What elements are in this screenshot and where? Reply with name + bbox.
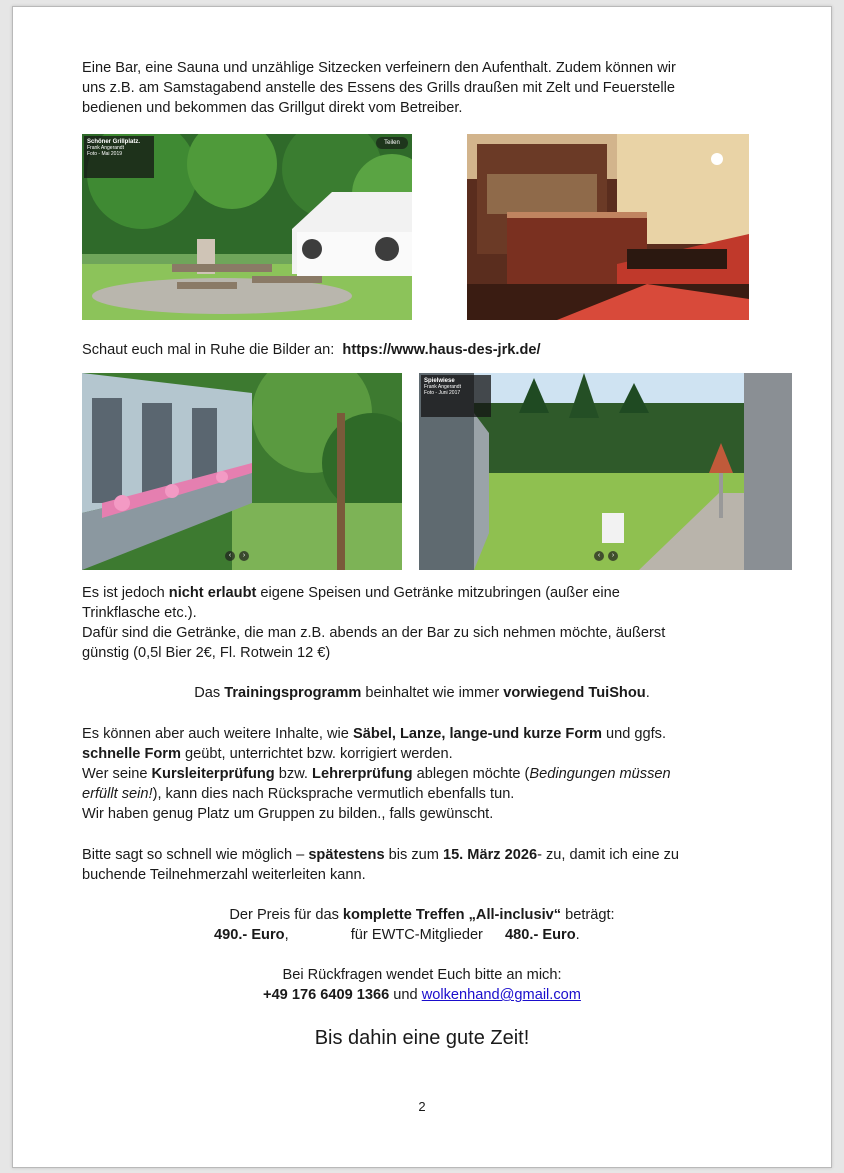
chevron-left-icon[interactable]: ‹	[594, 551, 604, 561]
paragraph-deadline: Bitte sagt so schnell wie möglich – spätestens bis zum 15. März 2026- zu, damit ich eine zu buchende Teilnehmerzahl weiterleiten kann.	[82, 847, 680, 883]
email-link[interactable]: wolkenhand@gmail.com	[421, 987, 581, 1003]
chevron-right-icon[interactable]: ›	[608, 551, 618, 561]
chevron-right-icon[interactable]: ›	[239, 551, 249, 561]
paragraph-training: Das Trainingsprogramm beinhaltet wie immer vorwiegend TuiShou.	[194, 685, 650, 701]
photo-building-balcony	[82, 373, 402, 570]
page-number: 2	[418, 1099, 426, 1114]
photo-info-badge: Schöner Grillplatz. Frank Angerandt Foto - Mai 2019	[84, 136, 154, 178]
price-line: Der Preis für das komplette Treffen „All-inclusiv“ beträgt:	[229, 907, 615, 923]
price-amounts: 490.- Euro, für EWTC-Mitglieder 480.- Euro.	[214, 927, 580, 943]
photo-nav	[225, 544, 253, 562]
document-page	[12, 6, 832, 1168]
website-link[interactable]: https://www.haus-des-jrk.de/	[342, 342, 541, 358]
paragraph-facilities: Eine Bar, eine Sauna und unzählige Sitzecken verfeinern den Aufenthalt. Zudem können wir uns z.B. am Samstagabend anstelle des Essens des Grills draußen mit Zelt und Feuerstelle bedienen und bekommen das Grillgut direkt vom Betreiber.	[82, 60, 676, 116]
chevron-left-icon[interactable]: ‹	[225, 551, 235, 561]
paragraph-contents: Es können aber auch weitere Inhalte, wie Säbel, Lanze, lange-und kurze Form und ggfs. schnelle Form geübt, unterrichtet bzw. korrigiert werden. Wer seine Kursleiterprüfung bzw. Lehrerprüfung ablegen möchte (Bedingungen müssen erfüllt sein!), kann dies nach Rücksprache vermutlich ebenfalls tun. Wir haben genug Platz um Gruppen zu bilden., falls gewünscht.	[82, 726, 671, 822]
photo-bar-interior	[467, 134, 749, 320]
contact-details: +49 176 6409 1366 und wolkenhand@gmail.com	[263, 987, 581, 1003]
phone-number: +49 176 6409 1366	[263, 987, 390, 1003]
photo-grill-place	[82, 134, 412, 320]
photo-info-badge: Spielwiese Frank Angerandt Foto - Juni 2017	[421, 375, 491, 417]
photo-nav	[594, 544, 622, 562]
contact-label: Bei Rückfragen wendet Euch bitte an mich:	[282, 967, 562, 983]
closing-greeting: Bis dahin eine gute Zeit!	[314, 1027, 530, 1049]
paragraph-food-rules: Es ist jedoch nicht erlaubt eigene Speisen und Getränke mitzubringen (außer eine Trinkflasche etc.). Dafür sind die Getränke, die man z.B. abends an der Bar zu sich nehmen möchte, äußerst günstig (0,5l Bier 2€, Fl. Rotwein 12 €)	[82, 585, 666, 661]
paragraph-link: Schaut euch mal in Ruhe die Bilder an: https://www.haus-des-jrk.de/	[82, 342, 541, 358]
share-button[interactable]: Teilen	[376, 137, 408, 149]
photo-lawn	[419, 373, 792, 570]
